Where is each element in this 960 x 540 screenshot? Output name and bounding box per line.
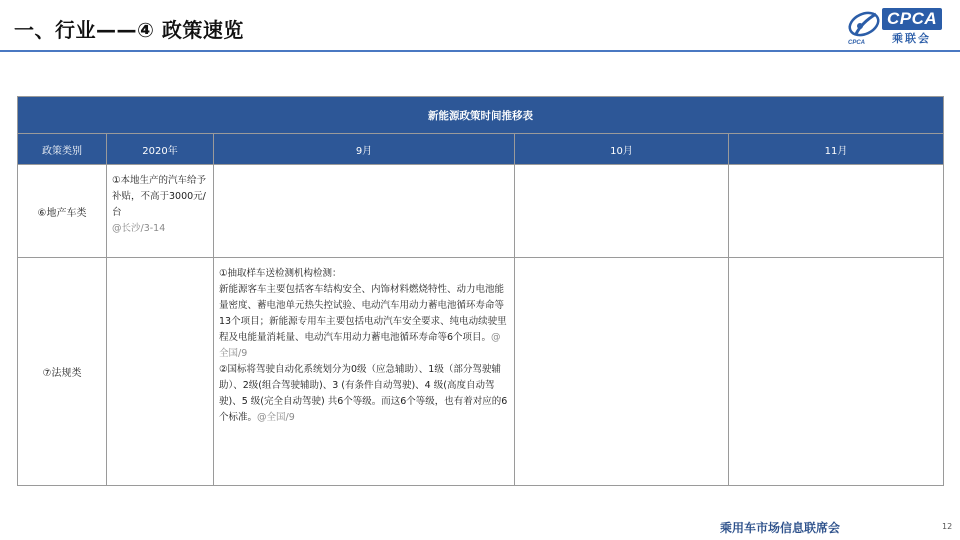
footer-org-name: 乘用车市场信息联席会 bbox=[720, 521, 841, 535]
cpca-emblem-icon bbox=[846, 6, 886, 46]
page-title: 一、行业——④ 政策速览 bbox=[14, 18, 244, 42]
policy-text: ②国标将驾驶自动化系统划分为0级（应急辅助）、1级（部分驾驶辅助）、2级(组合驾驶辅助)、3 (有条件自动驾驶)、4 级(高度自动驾驶)、5 级(完全自动驾驶) 共6个等级。而这6个等级，也有着对应的6个标准。 bbox=[219, 364, 508, 423]
table-row bbox=[18, 165, 944, 258]
policy-item-body bbox=[219, 282, 509, 362]
policy-item-title: ①抽取样车送检测机构检测： bbox=[219, 268, 342, 279]
page-number: 12 bbox=[942, 522, 953, 531]
policy-text: ①本地生产的汽车给予补贴，不高于3000元/台 bbox=[112, 175, 207, 218]
cell-oct bbox=[515, 258, 729, 486]
cell-nov bbox=[729, 258, 944, 486]
column-header-nov: 11月 bbox=[729, 134, 944, 165]
column-header-sep: 9月 bbox=[214, 134, 515, 165]
cpca-logo bbox=[846, 6, 952, 46]
logo-wordmark: CPCA bbox=[882, 8, 942, 30]
logo-subtitle: 乘联会 bbox=[892, 32, 931, 45]
policy-source-tag: @全国/9 bbox=[219, 332, 501, 359]
row-category: ⑥地产车类 bbox=[18, 165, 107, 258]
cell-2020 bbox=[107, 258, 214, 486]
cell-2020 bbox=[107, 165, 214, 258]
policy-item-body bbox=[219, 362, 509, 426]
column-header-2020: 2020年 bbox=[107, 134, 214, 165]
cell-nov bbox=[729, 165, 944, 258]
cell-sep bbox=[214, 165, 515, 258]
column-header-category: 政策类别 bbox=[18, 134, 107, 165]
logo-mark-text: CPCA bbox=[848, 40, 866, 46]
cell-sep bbox=[214, 258, 515, 486]
title-divider bbox=[0, 50, 960, 52]
policy-text: 新能源客车主要包括客车结构安全、内饰材料燃烧特性、动力电池能量密度、蓄电池单元热失控试验、电动汽车用动力蓄电池循环寿命等13个项目；新能源专用车主要包括电动汽车安全要求、纯电动续驶里程及电能量消耗量、电动汽车用动力蓄电池循环寿命等6个项目。 bbox=[219, 284, 507, 343]
policy-source-tag: @全国/9 bbox=[257, 412, 295, 423]
policy-timeline-table bbox=[17, 96, 944, 486]
row-category: ⑦法规类 bbox=[18, 258, 107, 486]
table-caption: 新能源政策时间推移表 bbox=[18, 97, 944, 134]
column-header-oct: 10月 bbox=[515, 134, 729, 165]
policy-source-tag: @长沙/3-14 bbox=[112, 223, 166, 234]
table-row bbox=[18, 258, 944, 486]
cell-oct bbox=[515, 165, 729, 258]
